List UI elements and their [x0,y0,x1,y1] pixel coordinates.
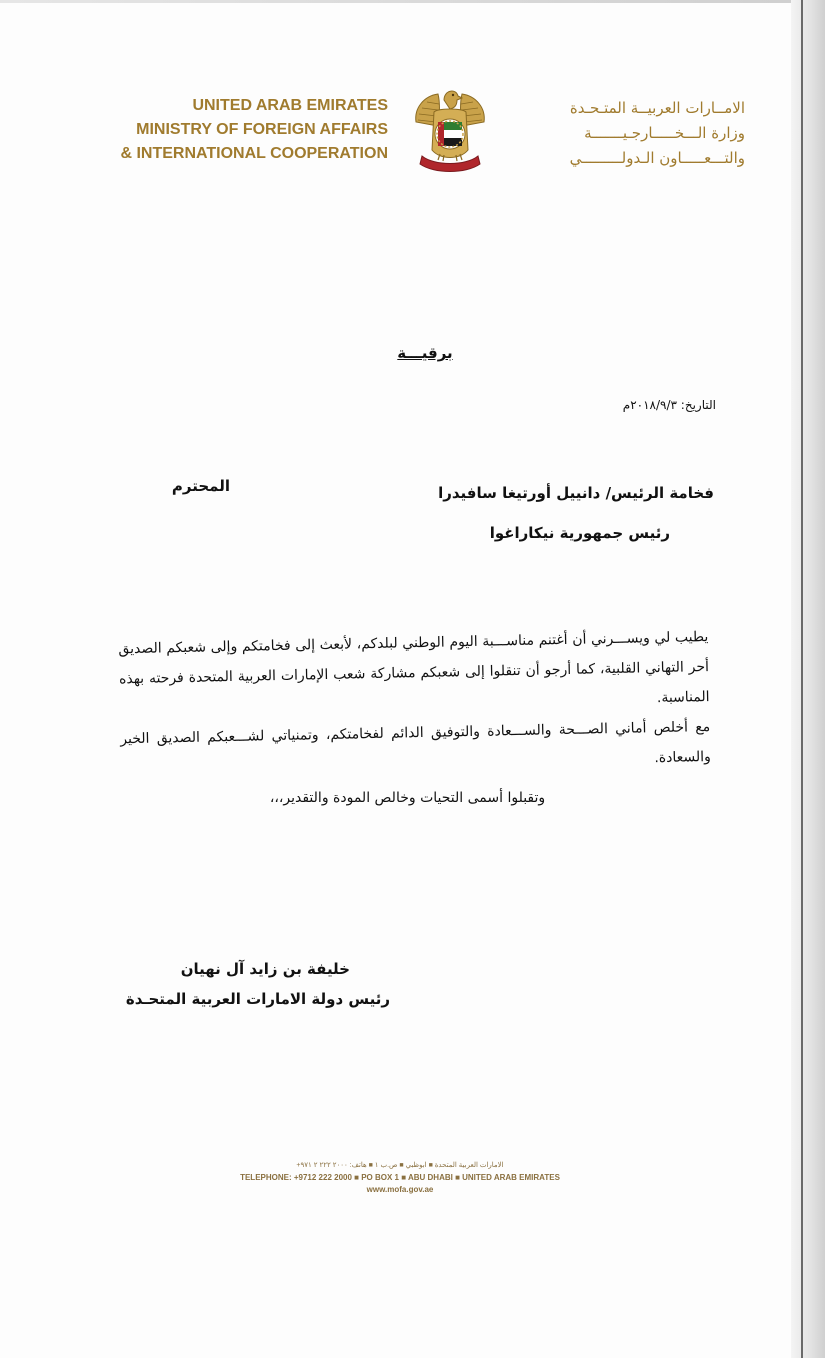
signer-title: رئيس دولة الامارات العربية المتحـدة [125,990,390,1008]
footer-english-line: TELEPHONE: +9712 222 2000 ■ PO BOX 1 ■ ABU DHABI ■ UNITED ARAB EMIRATES [240,1173,560,1182]
addressee-title: رئيس جمهورية نيكاراغوا [489,524,670,542]
letterhead-ar-line-3: والتـــعـــــاون الـدولـــــــــي [569,149,745,167]
document-title: برقيـــة [397,344,453,362]
letterhead-en-line-2: MINISTRY OF FOREIGN AFFAIRS [136,121,388,138]
addressee-name: فخامة الرئيس/ دانييل أورتيغا سافيدرا [438,484,714,502]
letter-closing: وتقبلوا أسمى التحيات وخالص المودة والتقدير،،، [269,790,546,806]
body-paragraph-1: يطيب لي ويســـرني أن أغتنم مناســـبة اليوم الوطني لبلدكم، لأبعث إلى فخامتكم وإلى شعبكم الصديق أحر التهاني القلبية، كما أرجو أن تنقلوا إلى شعبكم مشاركة شعب الإمارات العربية المتحدة فرحته بهذه المناسبة. [118,628,710,707]
scan-edge-line [801,0,803,1358]
letterhead-en-line-3: & INTERNATIONAL COOPERATION [120,145,388,162]
signer-name: خليفة بن زايد آل نهيان [180,960,350,978]
letterhead-english [110,94,388,166]
letterhead-en-line-1: UNITED ARAB EMIRATES [192,97,388,114]
scan-right-edge [791,0,825,1358]
body-paragraph-2: مع أخلص أماني الصـــحة والســـعادة والتوفيق الدائم لفخامتكم، وتمنياتي لشـــعبكم الصديق الخير والسعادة. [120,718,711,767]
letterhead-footer [200,1160,600,1195]
uae-falcon-emblem-icon [410,82,490,178]
document-date: التاريخ: ٢٠١٨/٩/٣م [622,398,716,412]
letterhead-ar-line-1: الامــارات العربيــة المتـحـدة [569,99,745,117]
addressee-honorific: المحترم [171,477,230,495]
scan-top-edge [0,0,825,3]
footer-arabic-line: الامارات العربية المتحدة ■ ابوظبي ■ ص.ب ١ ■ هاتف: ٢٠٠٠ ٢٢٢ ٢ ٩٧١+ [296,1162,504,1169]
letter-body [118,622,711,784]
letterhead-ar-line-2: وزارة الـــخـــــارجـيـــــــة [584,124,745,142]
letterhead-arabic [500,96,745,171]
footer-website: www.mofa.gov.ae [366,1185,434,1194]
